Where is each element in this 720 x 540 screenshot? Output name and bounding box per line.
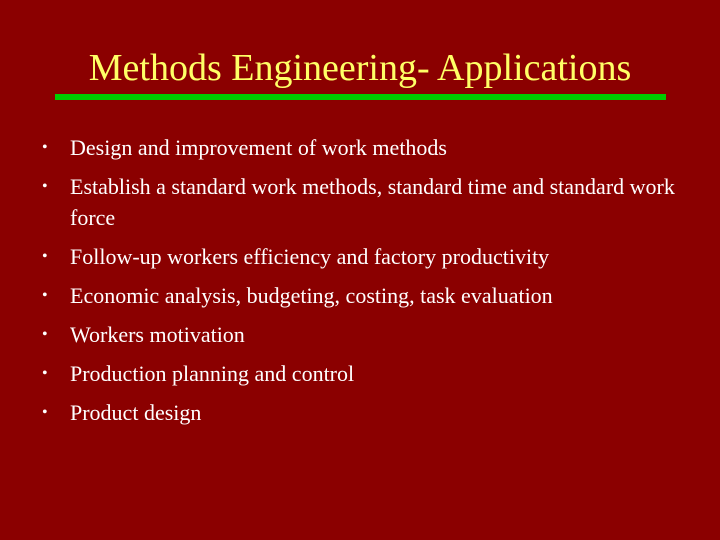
bullet-dot-icon: • (42, 404, 48, 421)
bullet-text: Product design (70, 400, 202, 425)
bullet-dot-icon: • (42, 248, 48, 265)
bullet-text: Design and improvement of work methods (70, 135, 447, 160)
bullet-text: Follow-up workers efficiency and factory productivity (70, 244, 550, 269)
bullet-item (40, 319, 700, 350)
bullet-item (40, 241, 700, 272)
slide-title: Methods Engineering- Applications (88, 47, 632, 89)
bullet-dot-icon: • (42, 287, 48, 304)
bullet-text: Economic analysis, budgeting, costing, task evaluation (70, 283, 553, 308)
bullet-item (40, 358, 700, 389)
bullet-dot-icon: • (42, 139, 48, 156)
bullet-item (40, 132, 700, 163)
bullet-text: Production planning and control (70, 361, 355, 386)
bullet-item (40, 171, 700, 233)
bullet-dot-icon: • (42, 178, 48, 195)
bullet-item (40, 397, 700, 428)
bullet-item (40, 280, 700, 311)
bullet-text: Workers motivation (70, 322, 245, 347)
bullet-dot-icon: • (42, 365, 48, 382)
bullet-dot-icon: • (42, 326, 48, 343)
bullet-text: Establish a standard work methods, standard time and standard work force (70, 174, 675, 230)
title-underline (55, 94, 666, 100)
bullet-list (40, 132, 700, 436)
